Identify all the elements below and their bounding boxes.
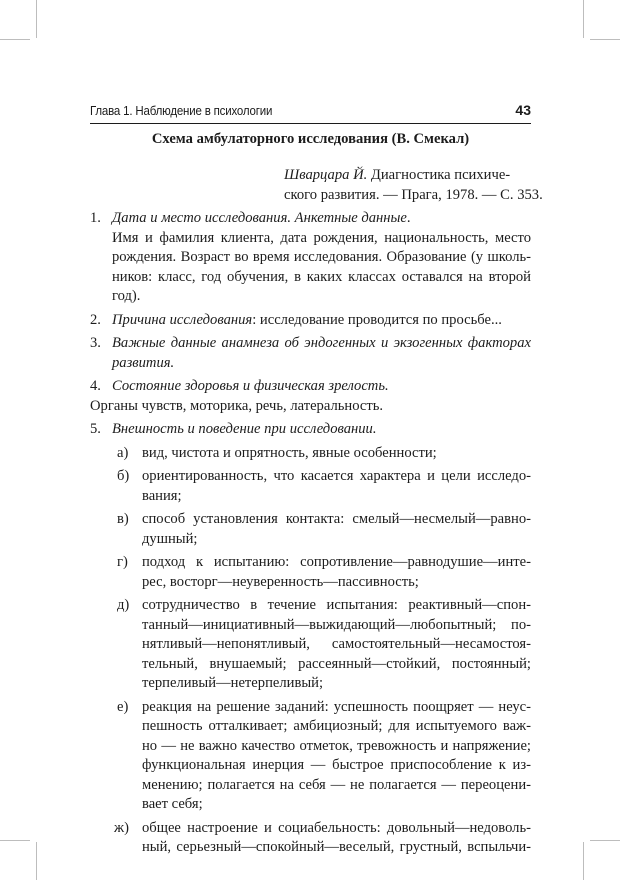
subitem-line: ориентированность, что касается характера и цели исследо- [142, 468, 531, 484]
subitem-g [90, 553, 531, 592]
item-title-line: Важные данные анамнеза об эндогенных и экзогенных факторах [112, 335, 531, 351]
crop-mark [583, 0, 584, 38]
crop-mark [0, 39, 30, 40]
subitem-line: подход к испытанию: сопротивление—равнодушие—инте- [142, 554, 531, 570]
list-item-1 [90, 209, 531, 307]
item-title: Внешность и поведение при исследовании. [112, 421, 377, 437]
subitem-line: сотрудничество в течение испытания: реактивный—спон- [142, 597, 531, 613]
subitem-line: душный; [142, 530, 198, 547]
subitem-line: реакция на решение заданий: успешность поощряет — неус- [142, 698, 531, 715]
item-number: 2. [90, 311, 101, 328]
crop-mark [0, 840, 30, 841]
crop-mark [36, 842, 37, 880]
item-text-line: Имя и фамилия клиента, дата рождения, национальность, место [112, 229, 531, 246]
item-text-line: рождения. Возраст во время исследования. Образование (у школь- [112, 249, 531, 265]
crop-mark [590, 39, 620, 40]
epigraph-line: Шварцара Й. Диагностика психиче- [284, 167, 511, 183]
header-rule [90, 123, 531, 124]
subitem-v [90, 510, 531, 549]
subitem-line: терпеливый—нетерпеливый; [142, 675, 324, 691]
subitem-letter: г) [117, 554, 128, 570]
item-title: Состояние здоровья и физическая зрелость. [112, 378, 389, 394]
running-header [90, 104, 531, 122]
section-heading: Схема амбулаторного исследования (В. Смекал) [151, 131, 470, 147]
subitem-letter: д) [117, 597, 130, 613]
subitem-zh [90, 819, 531, 858]
subitem-d [90, 596, 531, 694]
page-number: 43 [515, 102, 531, 118]
crop-mark [590, 840, 620, 841]
item-title: Причина исследования [112, 311, 253, 328]
item-title-line: Причина исследования: исследование проводится по просьбе... [112, 311, 502, 328]
item-text-line: год). [112, 288, 141, 304]
subitem-a [90, 444, 531, 464]
item-number: 1. [90, 210, 101, 226]
subitem-line: танный—инициативный—выжидающий—любопытный; по- [142, 616, 531, 633]
running-title: Глава 1. Наблюдение в психологии [90, 104, 273, 118]
subitem-line: нятливый—непонятливый, самостоятельный—несамостоя- [142, 636, 531, 652]
subitem-line: но — не важно качество отметок, тревожность и напряжение; [142, 737, 531, 754]
subitem-line: тельный, внушаемый; рассеянный—стойкий, постоянный; [142, 655, 531, 672]
subitem-line: общее настроение и социабельность: довольный—недоволь- [142, 819, 531, 836]
list-item-5 [90, 420, 531, 440]
subitem-line: способ установления контакта: смелый—несмелый—равно- [142, 511, 531, 527]
item-number: 5. [90, 421, 101, 437]
epigraph [284, 166, 543, 205]
subitem-letter: а) [117, 444, 129, 461]
crop-mark [583, 842, 584, 880]
subitem-letter: е) [117, 698, 129, 715]
subitem-line: функциональная инерция — быстрое приспособление к из- [142, 757, 531, 773]
subitem-line: рес, восторг—неуверенность—пассивность; [142, 573, 419, 590]
crop-mark [36, 0, 37, 38]
subitem-letter: б) [117, 468, 130, 484]
subitem-line: вает себя; [142, 796, 203, 812]
subitem-b [90, 467, 531, 506]
list-item-3 [90, 334, 531, 373]
subitem-line: ный, серьезный—спокойный—веселый, грустный, вспыльчи- [142, 839, 531, 855]
list-item-4 [90, 377, 531, 397]
subitem-e [90, 698, 531, 815]
list-item-2 [90, 311, 531, 331]
item-title-line: развития. [112, 354, 175, 371]
item-number: 3. [90, 335, 101, 351]
subitem-line: пешность отталкивает; амбициозный; для испытуемого важ- [142, 718, 531, 734]
item-4-details: Органы чувств, моторика, речь, латеральность. [90, 397, 384, 414]
subitem-line: менению; полагается на себя — не полагается — переоцени- [142, 776, 531, 793]
item-title: Дата и место исследования. Анкетные данные [112, 210, 407, 226]
epigraph-author: Шварцара Й. [284, 167, 368, 183]
page-body [90, 129, 543, 858]
subitem-line: вид, чистота и опрятность, явные особенности; [142, 444, 437, 461]
item-title-line: Дата и место исследования. Анкетные данные. [112, 210, 411, 226]
subitem-letter: ж) [114, 819, 129, 836]
item-text-line: ников: класс, год обучения, в каких классах оставался на второй [112, 268, 531, 285]
subitem-line: вания; [142, 487, 182, 504]
item-number: 4. [90, 378, 101, 394]
subitem-letter: в) [117, 511, 129, 527]
epigraph-line: ского развития. — Прага, 1978. — С. 353. [284, 186, 543, 203]
